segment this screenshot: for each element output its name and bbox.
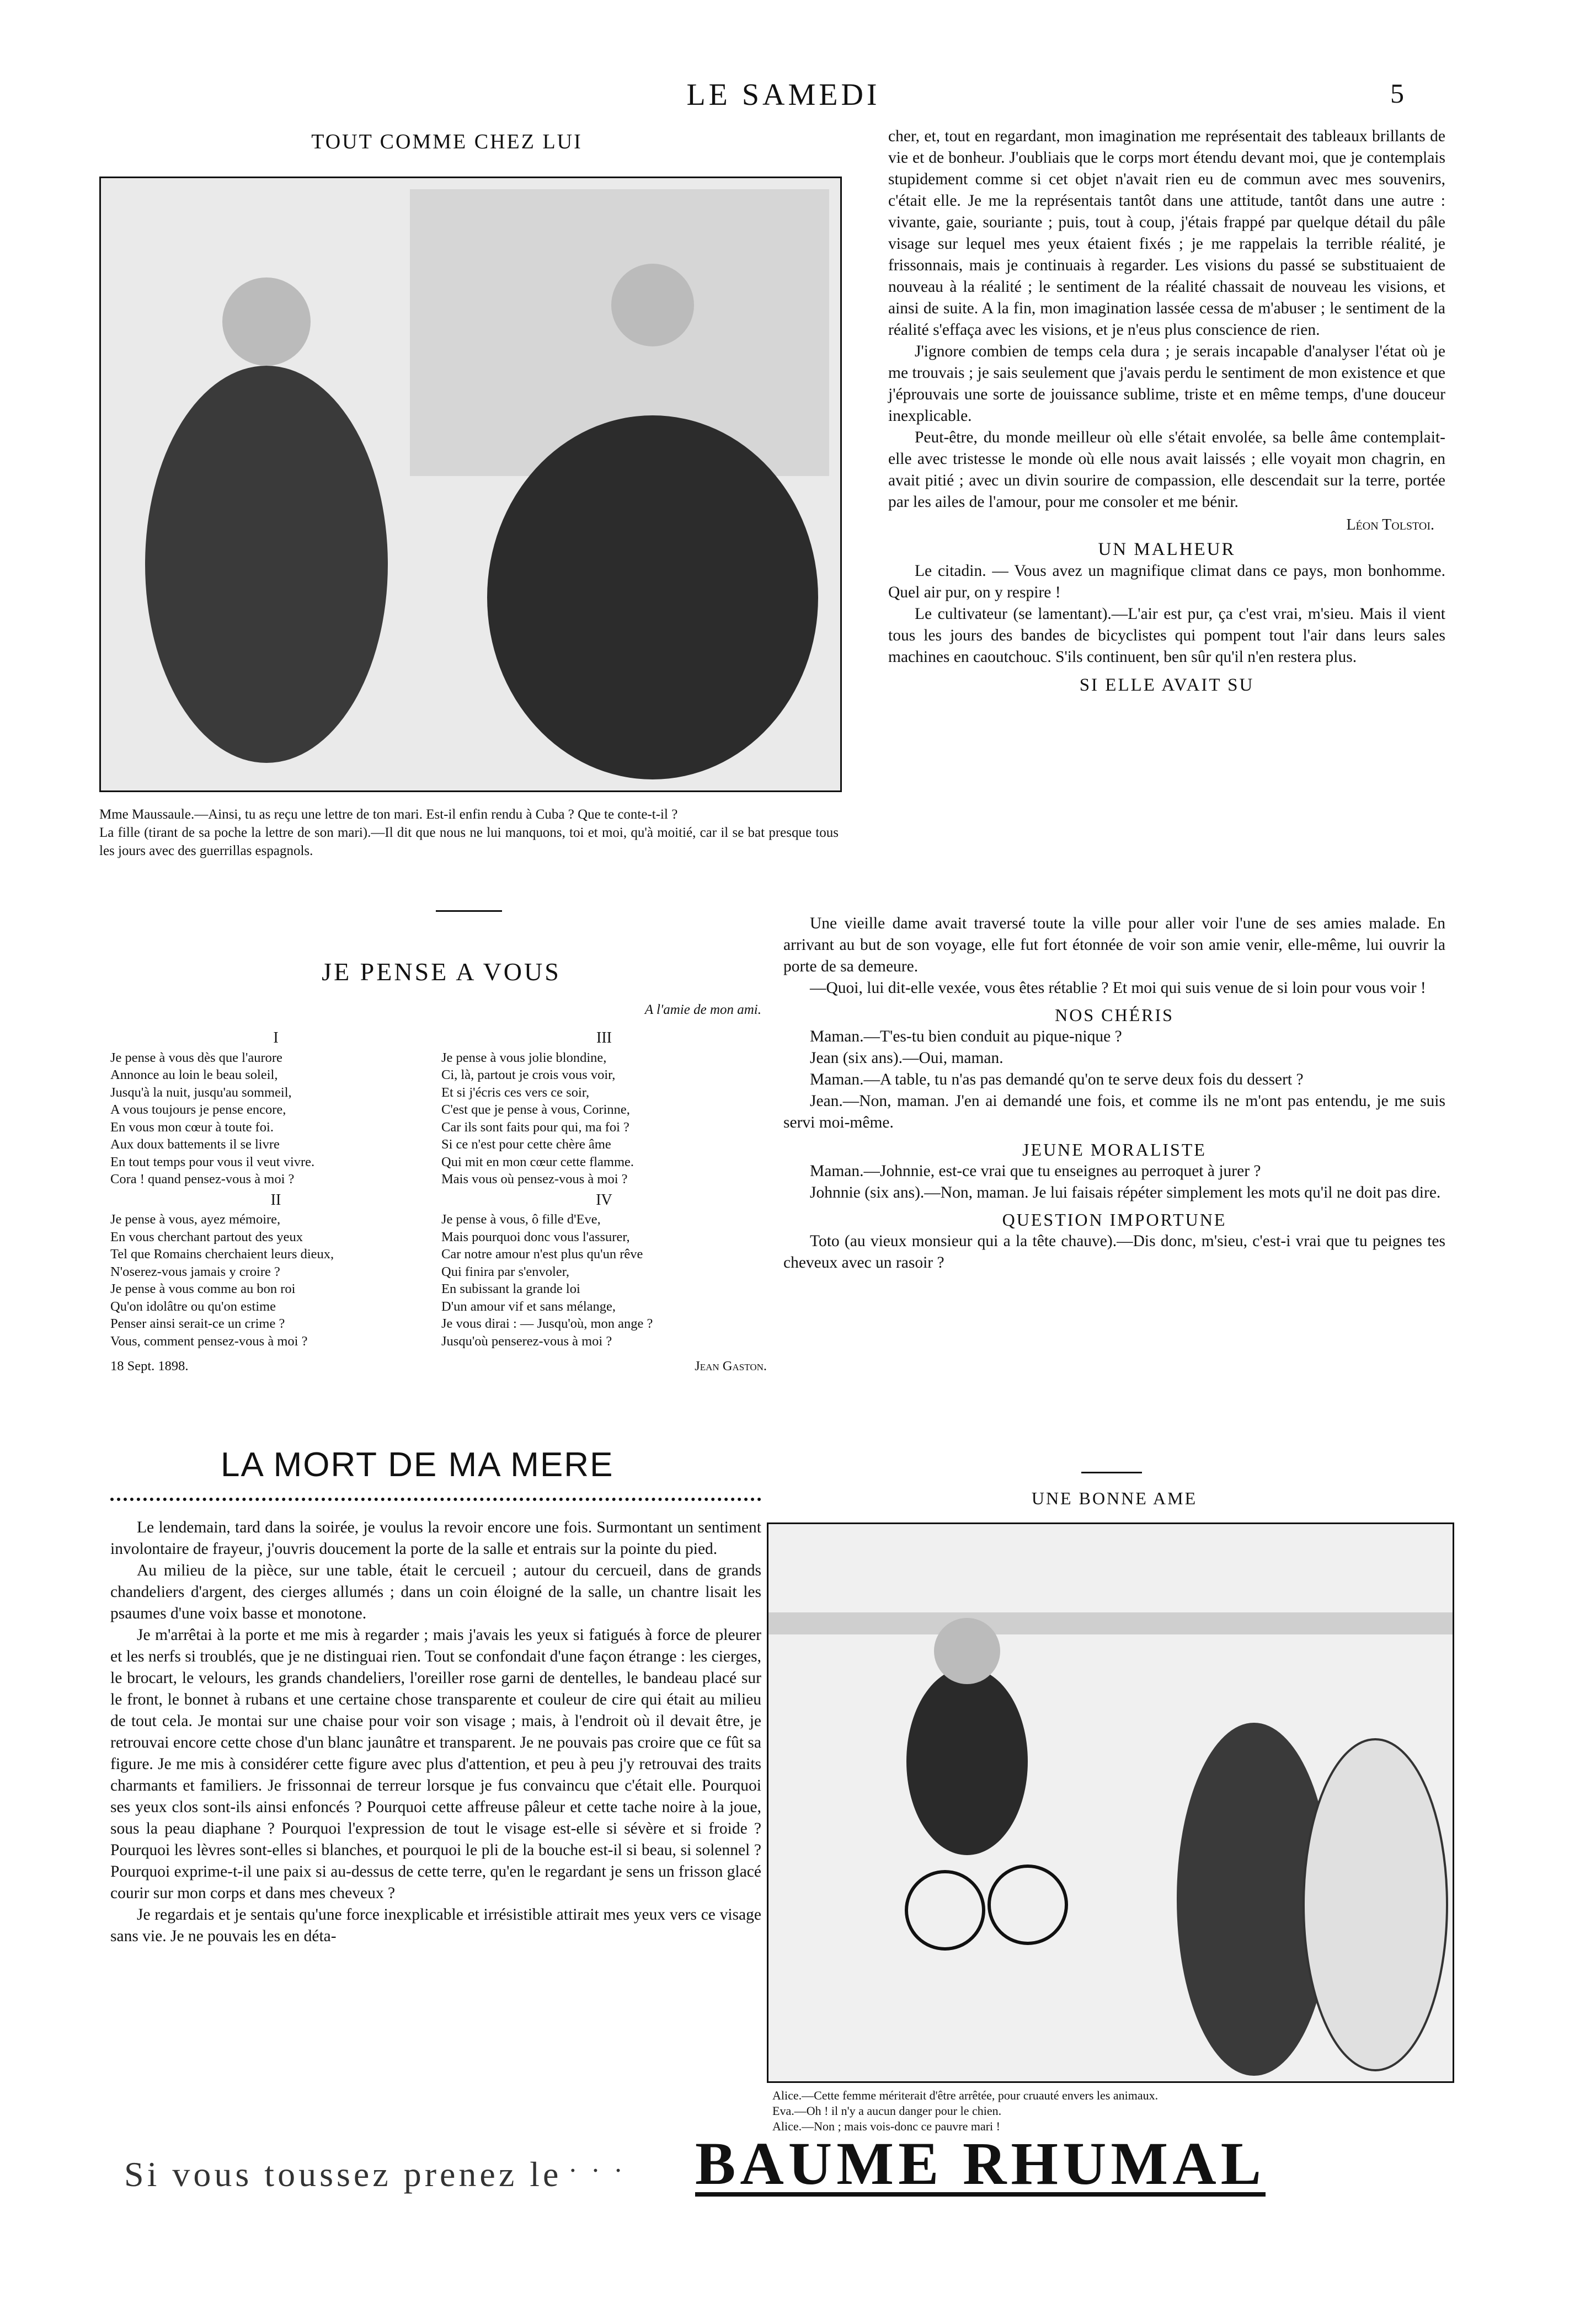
article-body xyxy=(110,1517,761,1947)
cartoon1-illustration xyxy=(99,177,842,792)
poem-title: JE PENSE A VOUS xyxy=(322,958,561,986)
article-title: LA MORT DE MA MERE xyxy=(221,1446,614,1484)
verse-line: Aux doux battements il se livre xyxy=(110,1137,280,1152)
verse-line: Je pense à vous jolie blondine, xyxy=(441,1050,607,1065)
paragraph: Jean.—Non, maman. J'en ai demandé une fois, et comme ils ne m'ont pas entendu, je me suis servi moi-même. xyxy=(783,1092,1445,1131)
cartoon2-drawing xyxy=(768,1524,1453,2081)
poem-dedication: A l'amie de mon ami. xyxy=(644,1002,761,1017)
verse-line: D'un amour vif et sans mélange, xyxy=(441,1299,616,1314)
verse-line: En tout temps pour vous il veut vivre. xyxy=(110,1154,315,1169)
advert-brand: BAUME RHUMAL xyxy=(695,2130,1266,2197)
paragraph: Maman.—T'es-tu bien conduit au pique-nique ? xyxy=(810,1028,1122,1045)
divider xyxy=(436,910,502,912)
verse-line: En subissant la grande loi xyxy=(441,1281,580,1296)
verse-line: Je pense à vous comme au bon roi xyxy=(110,1281,296,1296)
verse-line: Je vous dirai : — Jusqu'où, mon ange ? xyxy=(441,1316,653,1331)
section-title: NOS CHÉRIS xyxy=(1055,1005,1174,1025)
advert-dots: · · · xyxy=(568,2155,626,2186)
anecdotes xyxy=(783,913,1445,1274)
journal-title: LE SAMEDI xyxy=(686,78,880,112)
verse-line: En vous cherchant partout des yeux xyxy=(110,1229,303,1244)
paragraph: Maman.—Johnnie, est-ce vrai que tu enseignes au perroquet à jurer ? xyxy=(810,1162,1261,1180)
dotted-rule xyxy=(110,1498,761,1501)
verse-line: A vous toujours je pense encore, xyxy=(110,1102,286,1117)
paragraph: Je m'arrêtai à la porte et me mis à regarder ; mais j'avais les yeux si fatigués à force de pleurer et les nerfs si troublés, que je ne distinguai rien. Tout se confondait d'une façon étrange : les cierges, le brocart, le velours, les grands chandeliers, l'oreiller rose garni de dentelles, le bandeau placé sur le front, le bonnet à rubans et une certaine chose transparente et couleur de cire qui était au milieu de tout cela. Je montai sur une chaise pour voir son visage ; mais, à l'endroit où il devait être, je retrouvai encore cette chose d'un blanc jaunâtre et transparent. Je ne pouvais pas croire que ce fût sa figure. Je me mis à considérer cette figure avec plus d'attention, et peu à peu j'y retrouvai des traits charmants et familiers. Je frissonnai de terreur lorsque je fus convaincu que c'était elle. Pourquoi ses yeux clos sont-ils ainsi enfoncés ? Pourquoi cette affreuse pâleur et cette tache noire à la joue, sous la peau diaphane ? Pourquoi l'expression de tout le visage est-elle si sévère et si froide ? Pourquoi les lèvres sont-elles si blanches, et pourquoi le pli de la bouche est-il si beau, si solennel ? Pourquoi exprime-t-il une paix si au-dessus de cette terre, qu'en le regardant je sens un frisson glacé courir sur mon corps et dans mes cheveux ? xyxy=(110,1626,761,1902)
tolstoi-continuation xyxy=(888,126,1445,696)
cartoon1-caption xyxy=(99,805,839,860)
caption-line: La fille (tirant de sa poche la lettre de son mari).—Il dit que nous ne lui manquons, toi et moi, qu'à moitié, car il se bat presque tous les jours avec des guerrillas espagnols. xyxy=(99,825,839,858)
section-title: JEUNE MORALISTE xyxy=(1022,1140,1207,1160)
verse-line: En vous mon cœur à toute foi. xyxy=(110,1119,274,1135)
verse-line: Car ils sont faits pour qui, ma foi ? xyxy=(441,1119,629,1135)
caption-line: Alice.—Non ; mais vois-donc ce pauvre mari ! xyxy=(772,2119,1000,2133)
verse-line: Tel que Romains cherchaient leurs dieux, xyxy=(110,1247,334,1262)
verse-line: Je pense à vous dès que l'aurore xyxy=(110,1050,282,1065)
verse-line: Vous, comment pensez-vous à moi ? xyxy=(110,1333,308,1349)
verse-line: Je pense à vous, ayez mémoire, xyxy=(110,1212,281,1227)
paragraph: Maman.—A table, tu n'as pas demandé qu'on te serve deux fois du dessert ? xyxy=(810,1071,1304,1088)
poem-right-column xyxy=(441,1026,767,1375)
verse-line: Mais vous où pensez-vous à moi ? xyxy=(441,1172,628,1187)
stanza-number: I xyxy=(273,1029,279,1046)
paragraph: Toto (au vieux monsieur qui a la tête chauve).—Dis donc, m'sieu, c'est-i vrai que tu peignes tes cheveux avec un rasoir ? xyxy=(783,1232,1445,1271)
verse-line: Et si j'écris ces vers ce soir, xyxy=(441,1084,590,1100)
paragraph: Le citadin. — Vous avez un magnifique climat dans ce pays, mon bonhomme. Quel air pur, on y respire ! xyxy=(888,562,1445,601)
verse-line: Qui finira par s'envoler, xyxy=(441,1264,570,1279)
cartoon2-title: UNE BONNE AME xyxy=(1031,1488,1198,1508)
paragraph: Peut-être, du monde meilleur où elle s'était envolée, sa belle âme contemplait-elle avec tristesse le monde où elle nous avait laissés ; elle voyait mon chagrin, en avait pitié ; avec un divin sourire de compassion, elle descendait sur la terre, portée par les ailes de l'amour, pour me consoler et me bénir. xyxy=(888,429,1445,511)
stanza xyxy=(110,1211,441,1350)
poem-date: 18 Sept. 1898. xyxy=(110,1359,189,1374)
poem-left-column xyxy=(110,1026,441,1375)
verse-line: Annonce au loin le beau soleil, xyxy=(110,1067,278,1082)
stanza-number: II xyxy=(270,1191,281,1209)
verse-line: N'oserez-vous jamais y croire ? xyxy=(110,1264,280,1279)
caption-line: Eva.—Oh ! il n'y a aucun danger pour le chien. xyxy=(772,2104,1002,2118)
paragraph: Au milieu de la pièce, sur une table, était le cercueil ; autour du cercueil, dans de grands chandeliers d'argent, des cierges allumés ; dans un coin éloigné de la salle, un chantre lisait les psaumes d'une voix basse et monotone. xyxy=(110,1562,761,1622)
verse-line: Mais pourquoi donc vous l'assurer, xyxy=(441,1229,630,1244)
cartoon2-illustration xyxy=(767,1522,1454,2083)
paragraph: J'ignore combien de temps cela dura ; je serais incapable d'analyser l'état où je me trouvais ; je sais seulement que j'avais perdu le sentiment de mon existence et que j'éprouvais une sorte de jouissance sublime, triste et en même temps, d'une douceur inexplicable. xyxy=(888,343,1445,425)
stanza xyxy=(110,1049,441,1188)
stanza xyxy=(441,1211,767,1350)
paragraph: Une vieille dame avait traversé toute la ville pour aller voir l'une de ses amies malade. En arrivant au but de son voyage, elle fut fort étonnée de voir son amie venir, elle-même, lui ouvrir la porte de sa demeure. xyxy=(783,915,1445,975)
caption-line: Mme Maussaule.—Ainsi, tu as reçu une lettre de ton mari. Est-il enfin rendu à Cuba ? Que te conte-t-il ? xyxy=(99,807,678,822)
cartoon2-caption xyxy=(772,2088,1451,2134)
cartoon1-title: TOUT COMME CHEZ LUI xyxy=(311,130,583,153)
poem-signature: Jean Gaston. xyxy=(695,1359,767,1374)
paragraph: Jean (six ans).—Oui, maman. xyxy=(810,1049,1003,1067)
verse-line: Qui mit en mon cœur cette flamme. xyxy=(441,1154,634,1169)
cartoon1-drawing xyxy=(101,178,840,790)
verse-line: Car notre amour n'est plus qu'un rêve xyxy=(441,1247,643,1262)
caption-line: Alice.—Cette femme mériterait d'être arrêtée, pour cruauté envers les animaux. xyxy=(772,2088,1159,2102)
verse-line: Si ce n'est pour cette chère âme xyxy=(441,1137,611,1152)
section-title: SI ELLE AVAIT SU xyxy=(1079,675,1255,695)
verse-line: Jusqu'où penserez-vous à moi ? xyxy=(441,1333,612,1349)
paragraph: Johnnie (six ans).—Non, maman. Je lui faisais répéter simplement les mots qu'il ne doit pas dire. xyxy=(810,1184,1441,1201)
paragraph: Le cultivateur (se lamentant).—L'air est pur, ça c'est vrai, m'sieu. Mais il vient tous les jours des bandes de bicyclistes qui pompent tout l'air dans leurs sales machines en caoutchouc. S'ils continuent, ben sûr qu'il n'en restera plus. xyxy=(888,605,1445,666)
stanza-number: III xyxy=(596,1029,612,1046)
stanza-number: IV xyxy=(596,1191,612,1209)
paragraph: Je regardais et je sentais qu'une force inexplicable et irrésistible attirait mes yeux vers ce visage sans vie. Je ne pouvais les en déta- xyxy=(110,1906,761,1945)
page-number: 5 xyxy=(1390,78,1404,109)
section-title: UN MALHEUR xyxy=(1098,539,1236,559)
stanza xyxy=(441,1049,767,1188)
paragraph: —Quoi, lui dit-elle vexée, vous êtes rétablie ? Et moi qui suis venue de si loin pour vous voir ! xyxy=(810,979,1426,997)
verse-line: C'est que je pense à vous, Corinne, xyxy=(441,1102,630,1117)
signature: Léon Tolstoi. xyxy=(1346,516,1434,533)
verse-line: Ci, là, partout je crois vous voir, xyxy=(441,1067,616,1082)
verse-line: Penser ainsi serait-ce un crime ? xyxy=(110,1316,285,1331)
verse-line: Cora ! quand pensez-vous à moi ? xyxy=(110,1172,295,1187)
divider xyxy=(1081,1472,1142,1473)
verse-line: Qu'on idolâtre ou qu'on estime xyxy=(110,1299,276,1314)
verse-line: Je pense à vous, ô fille d'Eve, xyxy=(441,1212,601,1227)
advert-text: Si vous toussez prenez le xyxy=(124,2155,562,2194)
section-title: QUESTION IMPORTUNE xyxy=(1002,1210,1227,1230)
verse-line: Jusqu'à la nuit, jusqu'au sommeil, xyxy=(110,1084,292,1100)
paragraph: Le lendemain, tard dans la soirée, je voulus la revoir encore une fois. Surmontant un sentiment involontaire de frayeur, j'ouvris doucement la porte de la salle et entrais sur la pointe du pied. xyxy=(110,1519,761,1558)
paragraph: cher, et, tout en regardant, mon imagination me représentait des tableaux brillants de vie et de bonheur. J'oubliais que le corps mort étendu devant moi, que je contemplais stupidement comme si cet objet n'avait rien eu de commun avec mes souvenirs, c'était elle. Je me la représentais tantôt dans une attitude, tantôt dans une autre : vivante, gaie, souriante ; puis, tout à coup, j'étais frappé par quelque détail du pâle visage sur lequel mes yeux étaient fixés ; je me rappelais la terrible réalité, je frissonnais, mais je continuais à regarder. Les visions du passé se substituaient de nouveau à la réalité ; le sentiment de la réalité chassait de nouveau les visions, et ainsi de suite. A la fin, mon imagination lassée cessa de m'abuser ; le sentiment de la réalité s'effaça avec les visions, et je n'eus plus conscience de rien. xyxy=(888,127,1445,339)
